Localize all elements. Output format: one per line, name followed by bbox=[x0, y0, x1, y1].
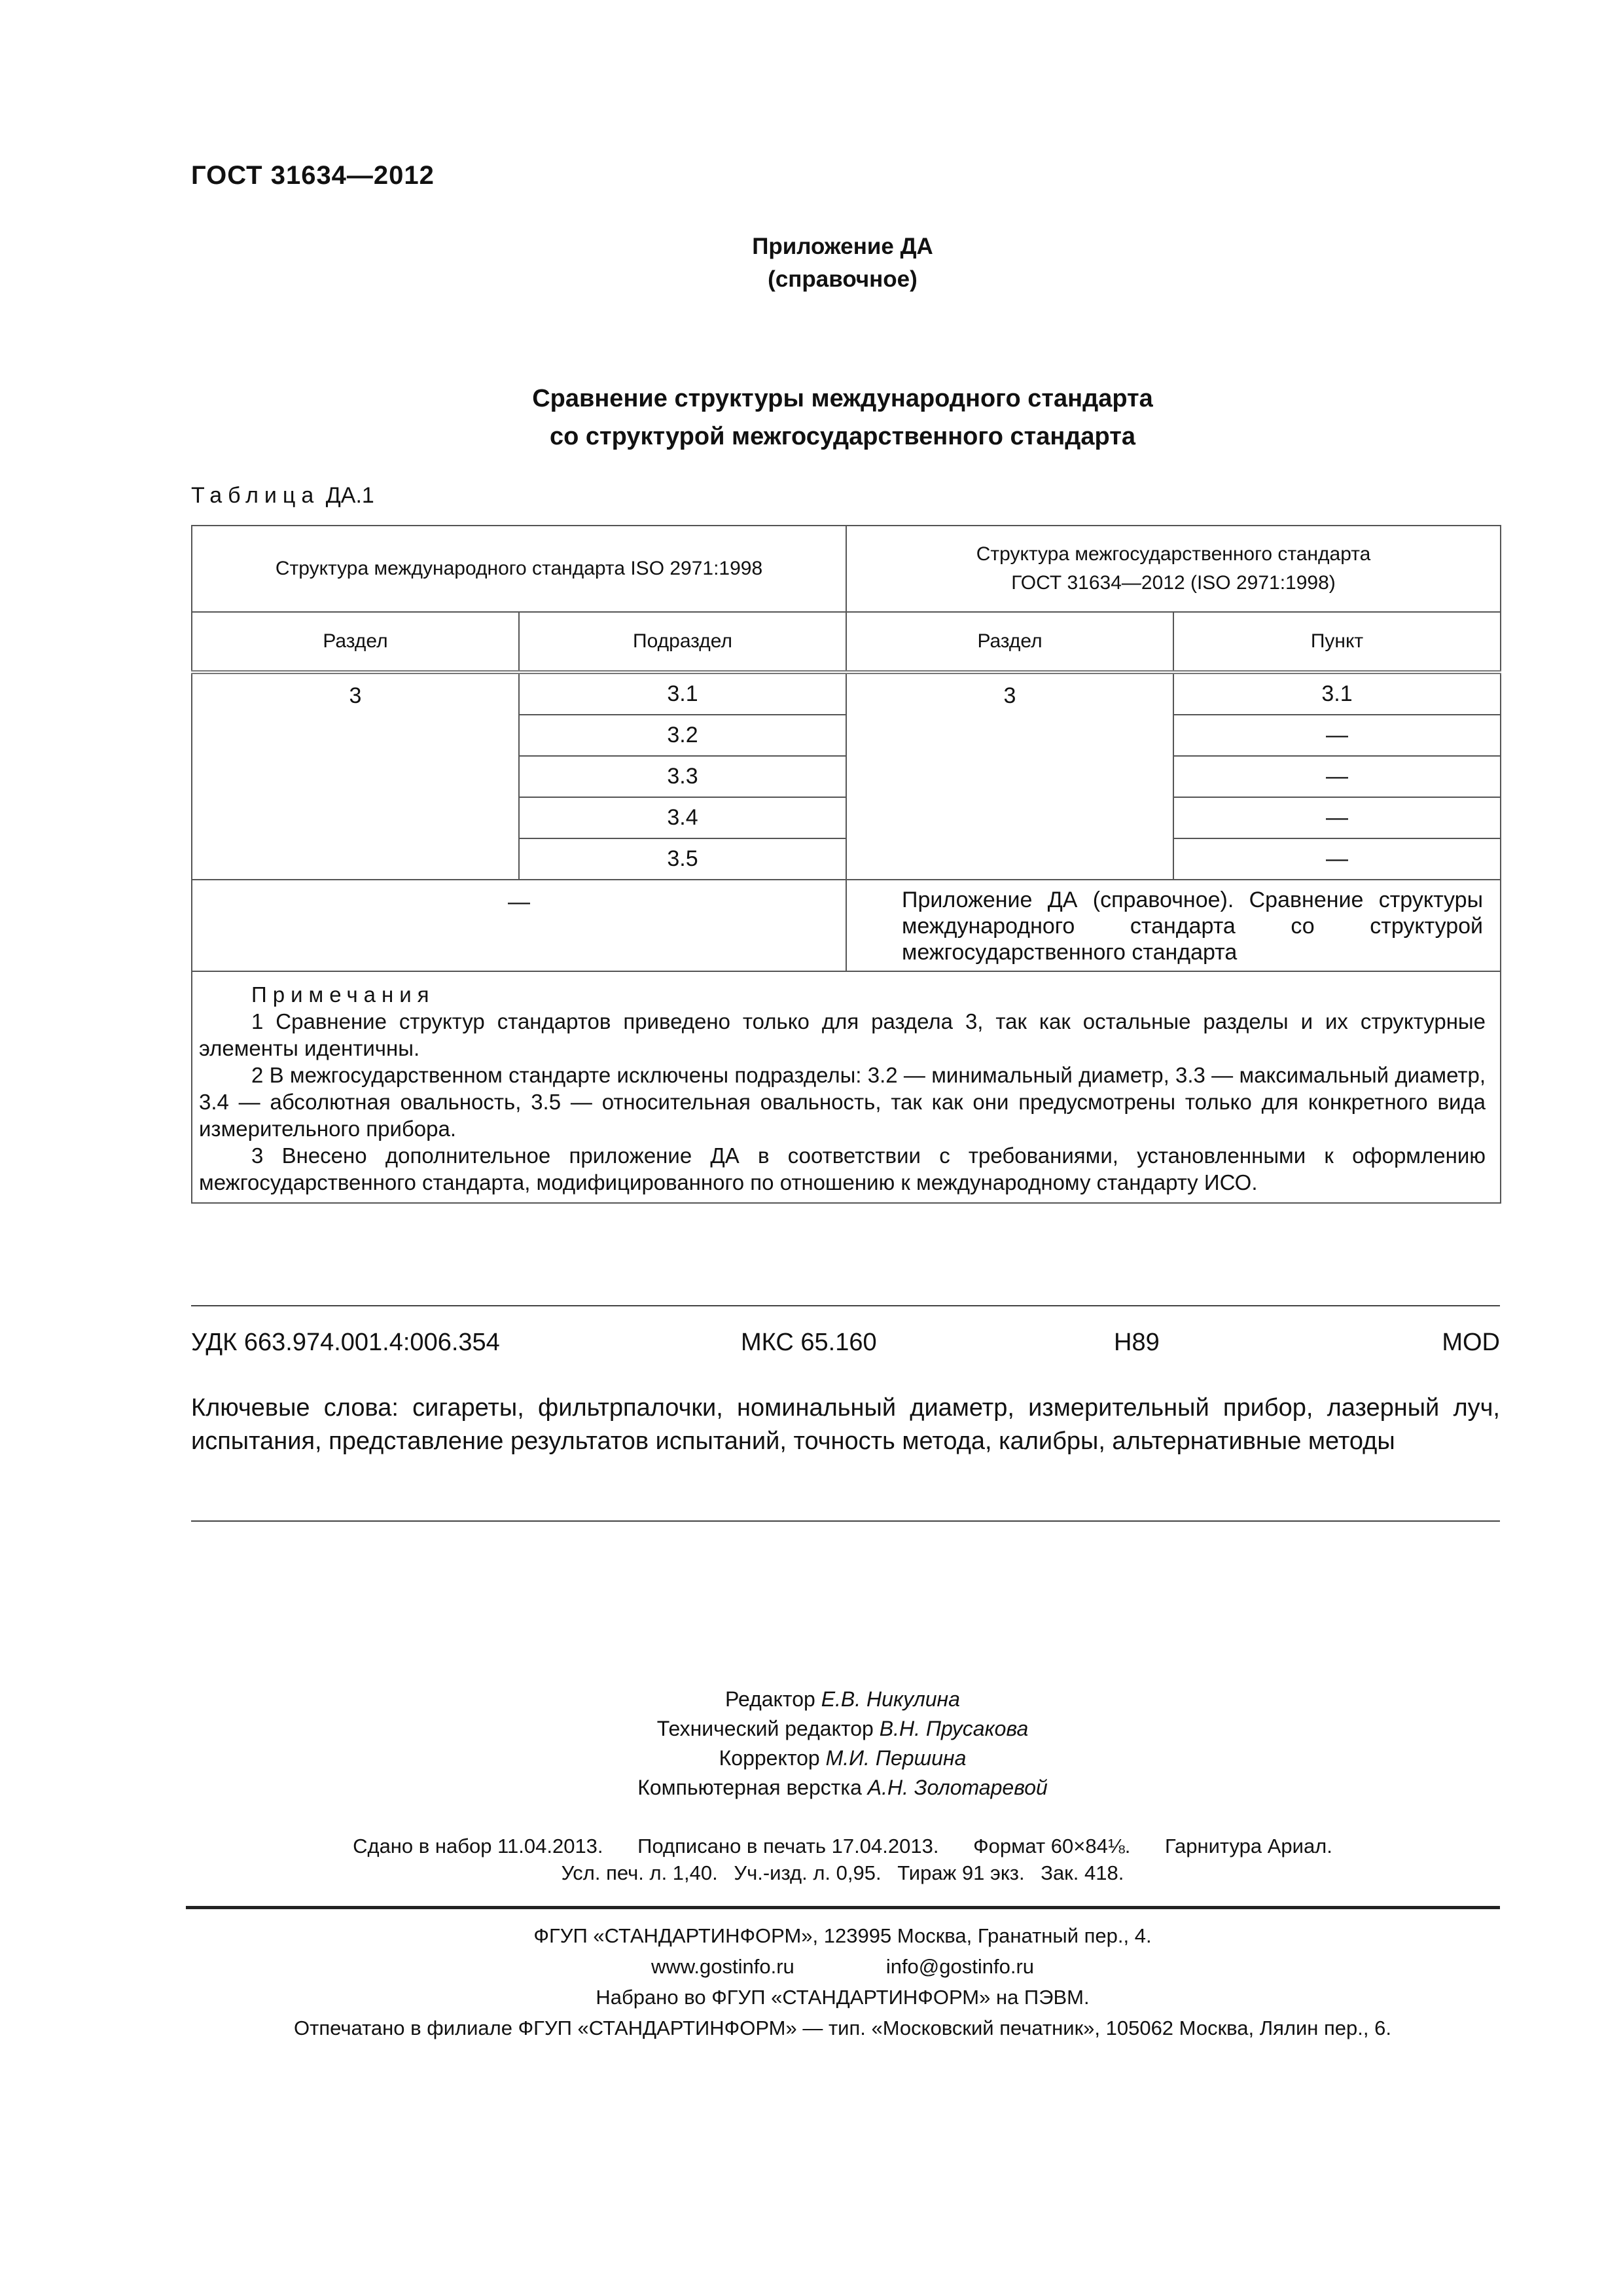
imprint-format: Формат 60×84⅛. bbox=[973, 1835, 1131, 1857]
item-cell: — bbox=[1173, 715, 1501, 756]
credit-name: А.Н. Золотаревой bbox=[867, 1776, 1048, 1799]
table-notes bbox=[192, 971, 1501, 1203]
subsection-cell: 3.5 bbox=[519, 838, 846, 880]
udk-code: УДК 663.974.001.4:006.354 bbox=[191, 1329, 500, 1356]
comparison-table bbox=[191, 525, 1501, 1204]
subsection-cell: 3.1 bbox=[519, 672, 846, 715]
divider-top bbox=[191, 1305, 1500, 1306]
note-item: 3 Внесено дополнительное приложение ДА в соответствии с требованиями, установленными к оформлению межгосударственного стандарта, модифицированного по отношению к международному стандарту ИСО. bbox=[199, 1143, 1486, 1194]
subsection-cell: 3.2 bbox=[519, 715, 846, 756]
appendix-type: (справочное) bbox=[768, 266, 918, 292]
divider-bottom bbox=[191, 1520, 1500, 1522]
subheader-item: Пункт bbox=[1173, 612, 1501, 672]
credit-line bbox=[0, 1744, 1623, 1773]
divider-thick bbox=[186, 1906, 1500, 1909]
credit-name: Е.В. Никулина bbox=[821, 1687, 960, 1711]
imprint-font: Гарнитура Ариал. bbox=[1164, 1835, 1332, 1857]
credits-block bbox=[0, 1685, 1623, 1803]
imprint-signed-date: Подписано в печать 17.04.2013. bbox=[637, 1835, 939, 1857]
credit-line bbox=[0, 1773, 1623, 1803]
publisher-contacts bbox=[0, 1951, 1623, 1982]
credit-role: Редактор bbox=[725, 1687, 815, 1711]
header-international-structure: Структура международного стандарта ISO 2971:1998 bbox=[192, 526, 846, 612]
item-cell: — bbox=[1173, 756, 1501, 797]
note-item: 2 В межгосударственном стандарте исключены подразделы: 3.2 — минимальный диаметр, 3.3 — максимальный диаметр, 3.4 — абсолютная овальность, 3.5 — относительная овальность, так как они предусмотрены только для конкретного вида измерительного прибора. bbox=[199, 1063, 1486, 1141]
category-code: Н89 bbox=[1114, 1329, 1160, 1356]
credit-line bbox=[0, 1714, 1623, 1744]
appendix-title-line-2: со структурой межгосударственного стандарта bbox=[549, 423, 1136, 450]
credit-name: В.Н. Прусакова bbox=[879, 1717, 1029, 1740]
header-interstate-structure bbox=[846, 526, 1501, 612]
appendix-title bbox=[0, 380, 1623, 456]
item-cell: — bbox=[1173, 838, 1501, 880]
table-caption-number: ДА.1 bbox=[325, 483, 374, 508]
credit-role: Корректор bbox=[719, 1746, 820, 1770]
document-code: ГОСТ 31634—2012 bbox=[191, 161, 435, 190]
publisher-website: www.gostinfo.ru bbox=[651, 1955, 794, 1978]
credit-line bbox=[0, 1685, 1623, 1714]
imprint-typeset-date: Сдано в набор 11.04.2013. bbox=[353, 1835, 603, 1857]
subheader-section-left: Раздел bbox=[192, 612, 519, 672]
imprint-print-sheets: Усл. печ. л. 1,40. bbox=[561, 1861, 718, 1884]
annex-left-cell: — bbox=[192, 880, 846, 971]
credit-name: М.И. Першина bbox=[825, 1746, 967, 1770]
item-cell: 3.1 bbox=[1173, 672, 1501, 715]
table-notes-row bbox=[192, 971, 1501, 1203]
subsection-cell: 3.4 bbox=[519, 797, 846, 838]
section-left-cell: 3 bbox=[192, 672, 519, 880]
mod-label: MOD bbox=[1442, 1329, 1500, 1356]
publisher-typeset: Набрано во ФГУП «СТАНДАРТИНФОРМ» на ПЭВМ. bbox=[596, 1986, 1090, 2009]
table-row bbox=[192, 672, 1501, 715]
imprint-pub-sheets: Уч.-изд. л. 0,95. bbox=[734, 1861, 882, 1884]
imprint-line-1 bbox=[0, 1833, 1623, 1859]
section-right-cell: 3 bbox=[846, 672, 1173, 880]
table-caption-word: Таблица bbox=[191, 483, 320, 508]
header-interstate-line-1: Структура межгосударственного стандарта bbox=[976, 543, 1371, 565]
imprint-order: Зак. 418. bbox=[1041, 1861, 1124, 1884]
note-item: 1 Сравнение структур стандартов приведено только для раздела 3, так как остальные разделы и их структурные элементы идентичны. bbox=[199, 1009, 1486, 1060]
notes-title: Примечания bbox=[251, 982, 435, 1007]
subsection-cell: 3.3 bbox=[519, 756, 846, 797]
publisher-email: info@gostinfo.ru bbox=[885, 1955, 1035, 1978]
item-cell: — bbox=[1173, 797, 1501, 838]
appendix-title-line-1: Сравнение структуры международного стандарта bbox=[532, 385, 1153, 412]
imprint-block bbox=[0, 1833, 1623, 1886]
credit-role: Технический редактор bbox=[656, 1717, 874, 1740]
imprint-line-2 bbox=[0, 1859, 1623, 1886]
subheader-section-right: Раздел bbox=[846, 612, 1173, 672]
subheader-subsection: Подраздел bbox=[519, 612, 846, 672]
credit-role: Компьютерная верстка bbox=[637, 1776, 862, 1799]
keywords: Ключевые слова: сигареты, фильтрпалочки, номинальный диаметр, измерительный прибор, лазерный луч, испытания, представление результатов испытаний, точность метода, калибры, альтернативные методы bbox=[191, 1394, 1500, 1455]
mks-code: МКС 65.160 bbox=[741, 1329, 877, 1356]
annex-right-cell: Приложение ДА (справочное). Сравнение структуры международного стандарта со структурой межгосударственного стандарта bbox=[846, 880, 1501, 971]
imprint-run: Тираж 91 экз. bbox=[897, 1861, 1025, 1884]
appendix-label: Приложение ДА bbox=[752, 234, 933, 259]
table-row-annex bbox=[192, 880, 1501, 971]
publisher-printed: Отпечатано в филиале ФГУП «СТАНДАРТИНФОРМ» — тип. «Московский печатник», 105062 Москва, Лялин пер., 6. bbox=[294, 2017, 1391, 2039]
table-header-row bbox=[192, 526, 1501, 612]
table-subheader-row bbox=[192, 612, 1501, 672]
table-caption bbox=[191, 483, 374, 509]
appendix-heading bbox=[0, 230, 1623, 296]
header-interstate-line-2: ГОСТ 31634—2012 (ISO 2971:1998) bbox=[1011, 572, 1336, 594]
publisher-address: ФГУП «СТАНДАРТИНФОРМ», 123995 Москва, Гранатный пер., 4. bbox=[533, 1924, 1152, 1947]
publisher-block bbox=[0, 1920, 1623, 2043]
